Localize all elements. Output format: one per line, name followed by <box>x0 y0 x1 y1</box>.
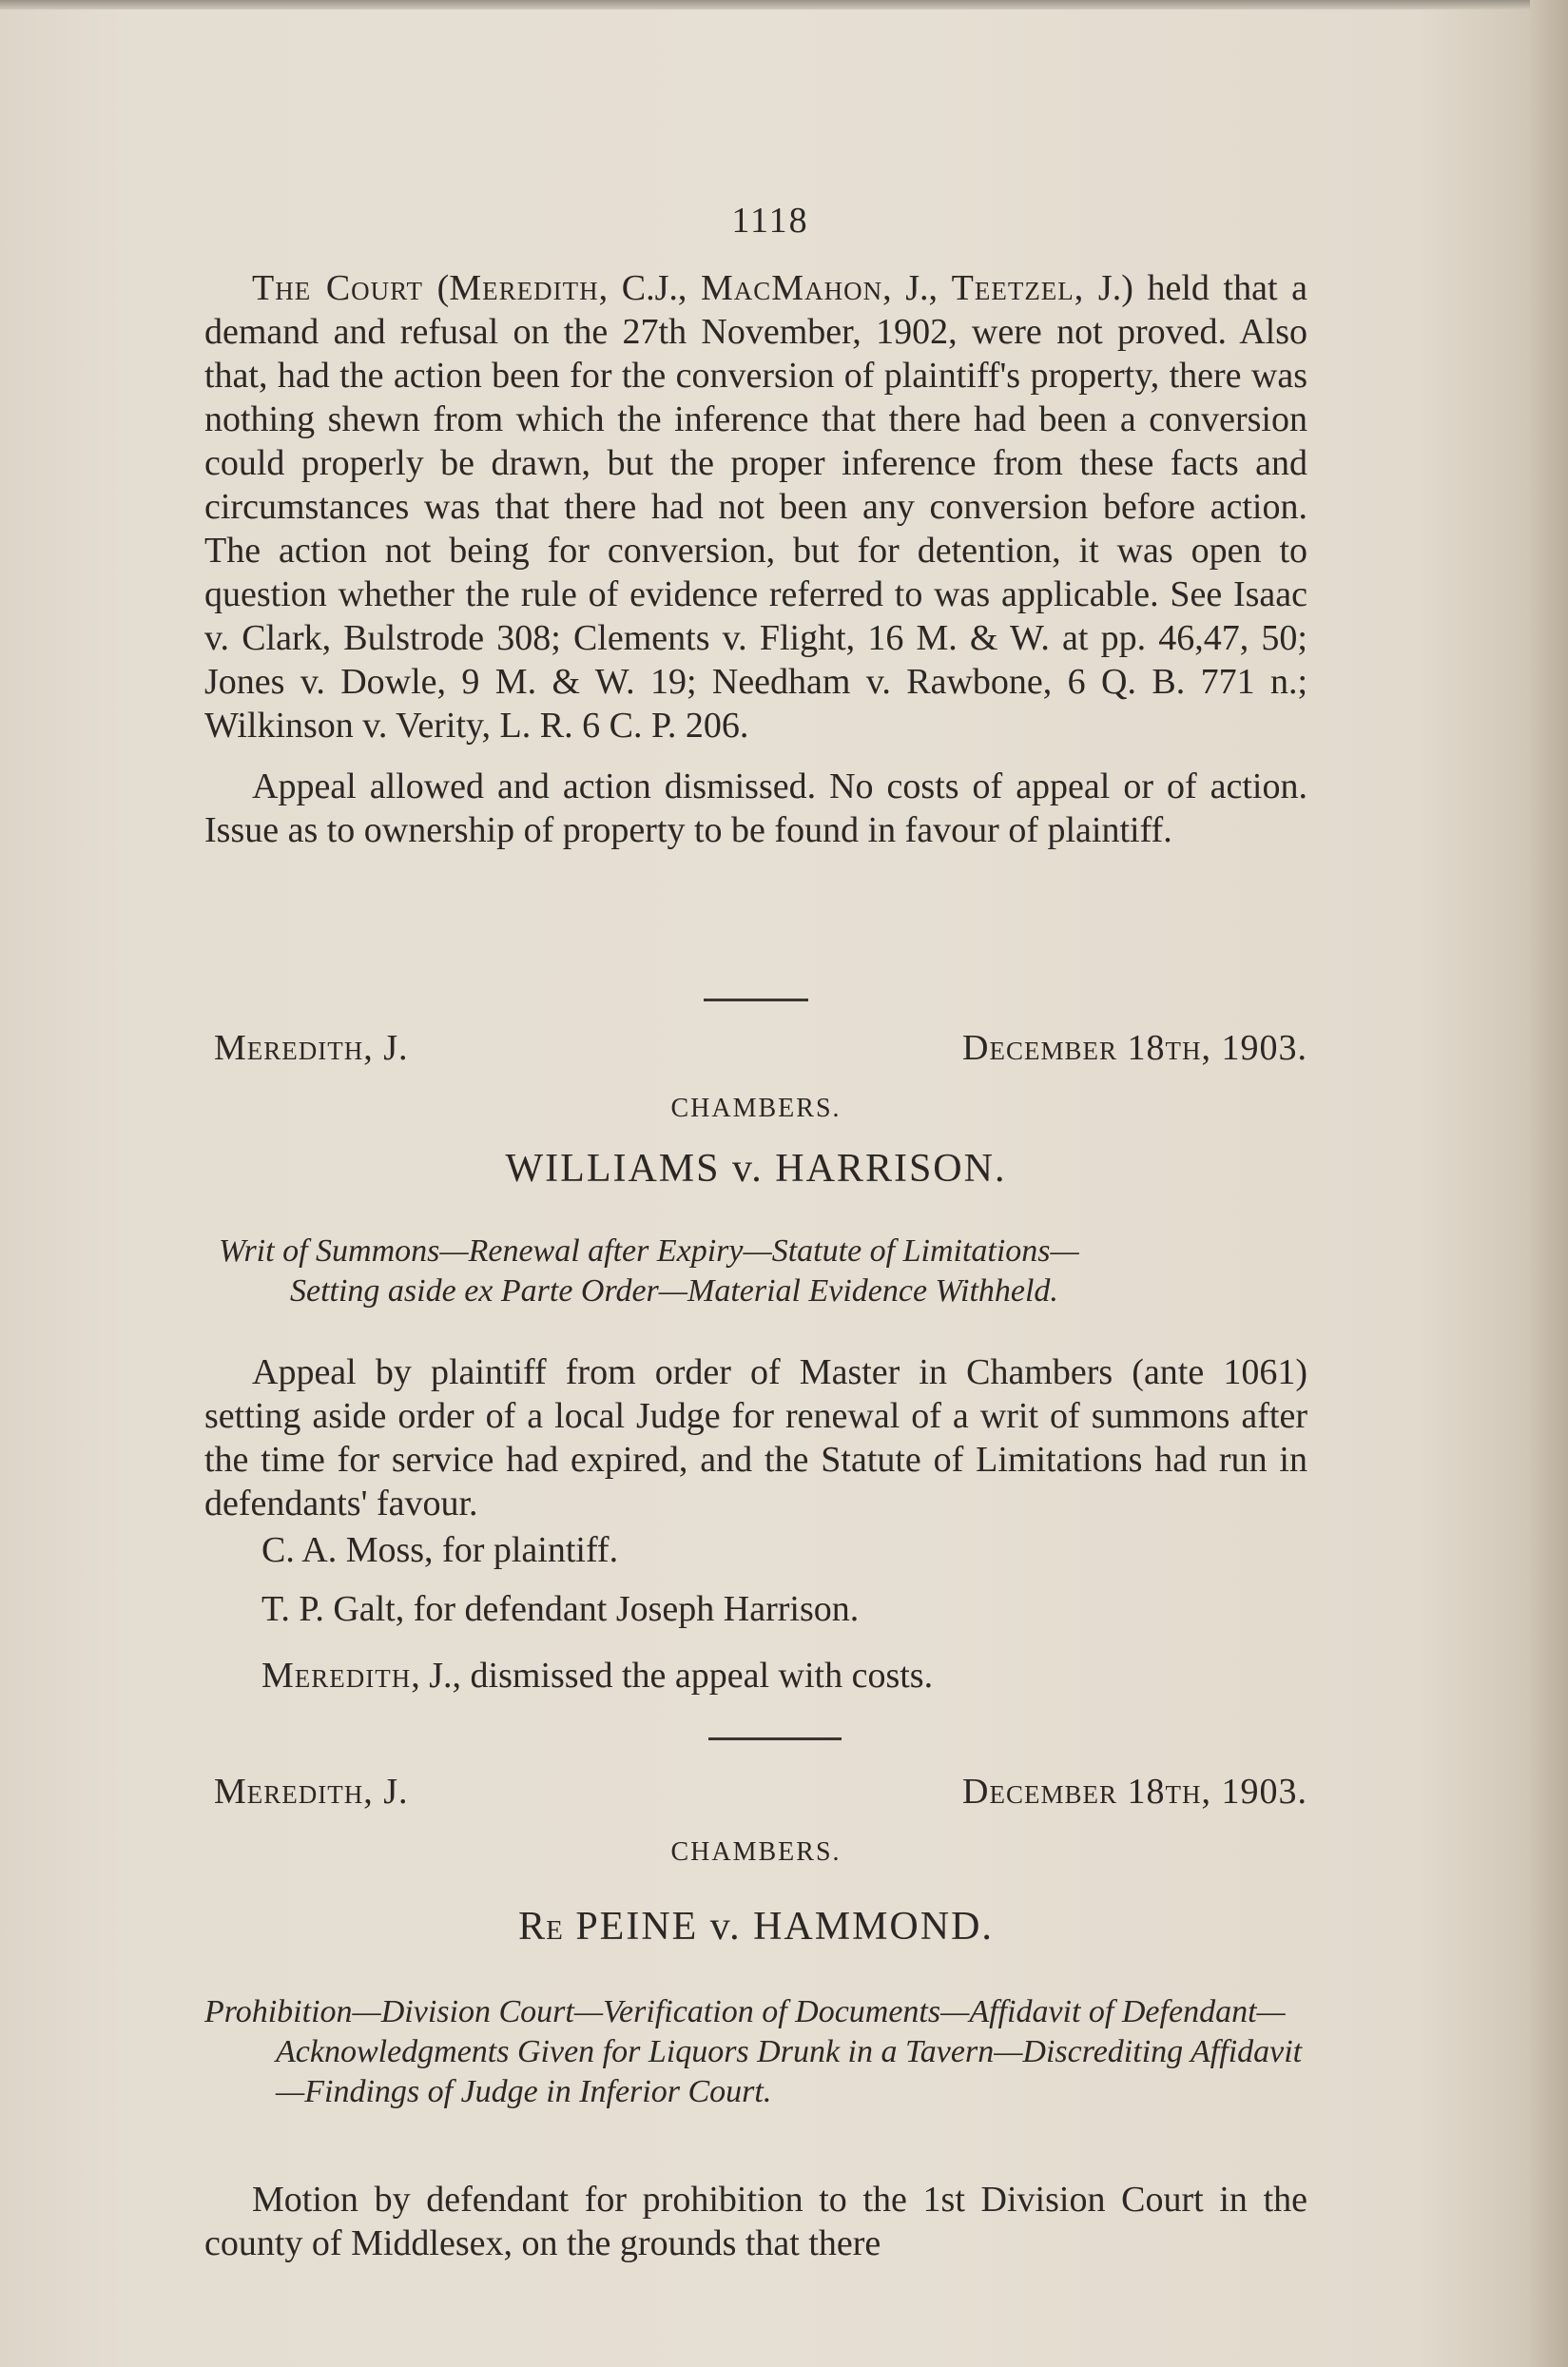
case1-venue: CHAMBERS. <box>670 1094 842 1123</box>
case1-judgment <box>204 1653 1307 1698</box>
disposition-paragraph: Appeal allowed and action dismissed. No costs of appeal or of action. Issue as to ownership of property to be found in favour of plaintiff. <box>204 766 1307 850</box>
case2-title-rest: PEINE v. HAMMOND. <box>563 1905 994 1949</box>
case1-date: December 18th, 1903. <box>962 1028 1307 1068</box>
case1-body: Appeal by plaintiff from order of Master in Chambers (ante 1061) setting aside order of a local Judge for renewal of a writ of summons after the time for service had expired, and the Statute of Limitations had run in defendants' favour. <box>204 1352 1307 1523</box>
case1-headnote-line1: Writ of Summons—Renewal after Expiry—Statute of Limitations— <box>219 1233 1079 1269</box>
case2-body-section <box>204 2178 1307 2265</box>
page-number: 1118 <box>731 201 809 241</box>
text-column <box>204 0 1307 2367</box>
case1-title: WILLIAMS v. HARRISON. <box>505 1147 1007 1191</box>
case2-title <box>204 1904 1307 1950</box>
case2-body: Motion by defendant for prohibition to the 1st Division Court in the county of Middlesex, on the grounds that there <box>204 2180 1307 2263</box>
opinion-paragraph <box>204 266 1307 747</box>
case2-judge: Meredith, J. <box>214 1772 409 1812</box>
case1-counsel-plaintiff: C. A. Moss, for plaintiff. <box>261 1530 619 1570</box>
section-divider <box>704 999 808 1001</box>
case2-headnote: Prohibition—Division Court—Verification of Documents—Affidavit of Defendant—Acknowledgments Given for Liquors Drunk in a Tavern—Discrediting Affidavit—Findings of Judge in Inferior Court. <box>204 1994 1303 2109</box>
judge-teetzel: Teetzel, <box>951 268 1085 308</box>
case1-body-section <box>204 1350 1307 1698</box>
case1-headnote-line2: Setting aside ex Parte Order—Material Evidence Withheld. <box>290 1273 1058 1309</box>
court-label: The Court <box>252 268 424 308</box>
case1-judgment-text: , J., dismissed the appeal with costs. <box>411 1656 934 1696</box>
cj-text: , C.J., <box>598 268 701 308</box>
j-text: , J., <box>882 268 952 308</box>
page-right-edge <box>1530 0 1568 2367</box>
case2-date: December 18th, 1903. <box>962 1772 1307 1812</box>
case1-counsel-defendant: T. P. Galt, for defendant Joseph Harrison. <box>261 1589 860 1629</box>
section-divider-2 <box>708 1737 842 1740</box>
case1-judgment-judge: Meredith <box>261 1656 412 1696</box>
case1-judge: Meredith, J. <box>214 1028 409 1068</box>
case2-title-re: Re <box>518 1905 564 1949</box>
judge-meredith: Meredith <box>449 268 599 308</box>
case2-venue: CHAMBERS. <box>670 1837 842 1867</box>
opinion-section <box>204 266 1307 852</box>
case1-headnote <box>204 1232 1307 1311</box>
names-open: ( <box>423 268 450 308</box>
judge-macmahon: MacMahon <box>701 268 883 308</box>
opinion-body: J.) held that a demand and refusal on the 27th November, 1902, were not proved. Also that, had the action been for the conversion of plaintiff's property, there was nothing shewn from which the inference that there had been a conversion could properly be drawn, but the proper inference from these facts and circumstances was that there had not been any conversion before action. The action not being for conversion, but for detention, it was open to question whether the rule of evidence referred to was applicable. See Isaac v. Clark, Bulstrode 308; Clements v. Flight, 16 M. & W. at pp. 46,47, 50; Jones v. Dowle, 9 M. & W. 19; Needham v. Rawbone, 6 Q. B. 771 n.; Wilkinson v. Verity, L. R. 6 C. P. 206. <box>204 268 1308 746</box>
